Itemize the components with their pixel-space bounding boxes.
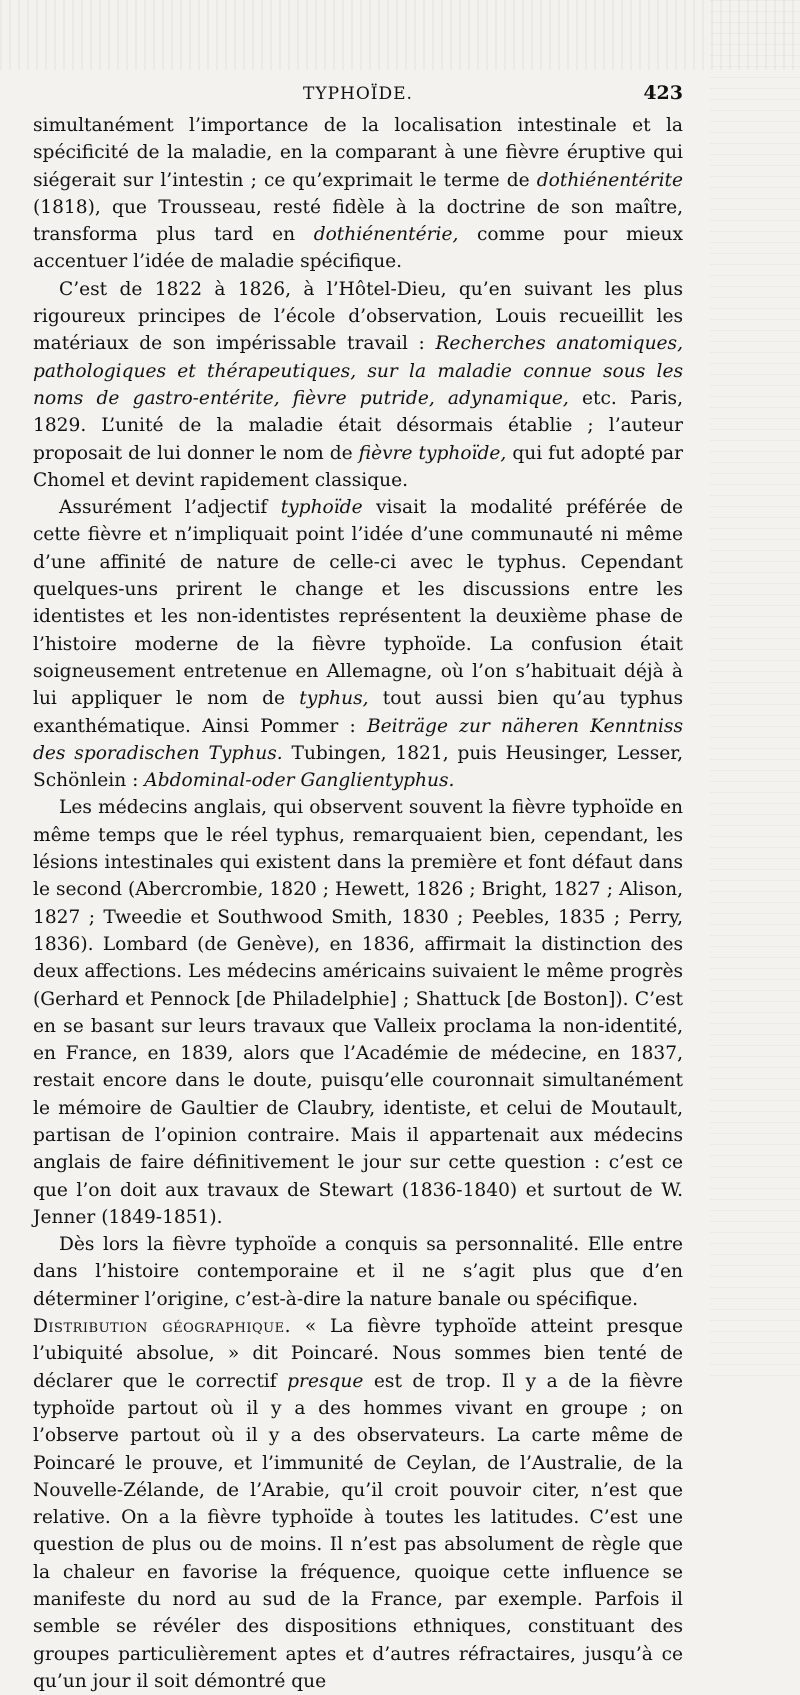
text-run: visait la modalité préférée de cette fièvre et n’impliquait point l’idée d’une communauté ni même d’une affinité de nature de celle-ci avec le typhus. Cependant quelques-uns prirent le change et les discussions entre les identistes et les non-identistes représentent la deuxième phase de l’histoire moderne de la fièvre typhoïde. La confusion était soigneusement entretenue en Allemagne, où l’on s’habituait déjà à lui appliquer le nom de: [33, 497, 683, 710]
italic-term: presque: [287, 1370, 364, 1392]
text-run: « La fièvre typhoïde atteint presque l’ubiquité absolue, » dit Poincaré. Nous sommes bien tenté de déclarer que le correctif: [33, 1316, 683, 1392]
paragraph-4: [33, 794, 683, 1231]
italic-title: Abdominal-oder Ganglientyphus.: [144, 770, 455, 792]
text-run: C’est de 1822 à 1826, à l’Hôtel-Dieu, qu’en suivant les plus rigoureux principes de l’école d’observation, Louis recueillit les matériaux de son impérissable travail :: [33, 278, 683, 355]
text-run: etc. Paris, 1829. L’unité de la maladie était désormais établie ; l’auteur proposait de lui donner le nom de: [33, 387, 683, 464]
italic-term: typhoïde: [280, 497, 363, 519]
body-text: [33, 112, 683, 1695]
paragraph-5: [33, 1231, 683, 1313]
text-run: Assurément l’adjectif: [59, 497, 281, 519]
paragraph-2: [33, 276, 683, 494]
text-run: qui fut adopté par Chomel et devint rapidement classique.: [33, 442, 683, 491]
text-run: est de trop. Il y a de la fièvre typhoïde partout où il y a des hommes vivant en groupe ; on l’observe partout où il y a des observateurs. La carte même de Poincaré le prouve, et l’immunité de Ceylan, de l’Australie, de la Nouvelle-Zélande, de l’Arabie, qu’il croit pouvoir citer, n’est que relative. On a la fièvre typhoïde à toutes les latitudes. C’est une question de plus ou de moins. Il n’est pas absolument de règle que la chaleur en favorise la fréquence, quoique cette influence se manifeste du nord au sud de la France, par exemple. Parfois il semble se révéler des dispositions ethniques, constituant des groupes particulièrement aptes et d’autres réfractaires, jusqu’à ce qu’un jour il soit démontré que: [33, 1370, 683, 1692]
text-run: Les médecins anglais, qui observent souvent la fièvre typhoïde en même temps que le réel typhus, remarquaient bien, cependant, les lésions intestinales qui existent dans la première et font défaut dans le second (Abercrombie, 1820 ; Hewett, 1826 ; Bright, 1827 ; Alison, 1827 ; Tweedie et Southwood Smith, 1830 ; Peebles, 1835 ; Perry, 1836). Lombard (de Genève), en 1836, affirmait la distinction des deux affections. Les médecins américains suivaient le même progrès (Gerhard et Pennock [de Philadelphie] ; Shattuck [de Boston]). C’est en se basant sur leurs travaux que Valleix proclama la non-identité, en France, en 1839, alors que l’Académie de médecine, en 1837, restait encore dans le doute, puisqu’elle couronnait simultanément le mémoire de Gaultier de Claubry, identiste, et celui de Moutault, partisan de l’opinion contraire. Mais il appartenait aux médecins anglais de faire définitivement le jour sur cette question : c’est ce que l’on doit aux travaux de Stewart (1836-1840) et surtout de W. Jenner (1849-1851).: [33, 797, 683, 1228]
running-head: [33, 80, 683, 106]
italic-title: Recherches anatomiques, pathologiques et thérapeutiques, sur la maladie connue sous les noms de gastro-entérite, fièvre putride, adynamique,: [33, 333, 683, 409]
text-run: Dès lors la fièvre typhoïde a conquis sa personnalité. Elle entre dans l’histoire contemporaine et il ne s’agit plus que d’en déterminer l’origine, c’est-à-dire la nature banale ou spécifique.: [33, 1234, 683, 1310]
text-run: Tubingen, 1821, puis Heusinger, Lesser, Schönlein :: [33, 742, 684, 792]
section-heading: Distribution géographique.: [33, 1316, 292, 1338]
page-edge-speckle-top: [0, 0, 800, 70]
text-run: (1818), que Trousseau, resté fidèle à la doctrine de son maître, transforma plus tard en: [33, 196, 683, 246]
text-run: simultanément l’importance de la localisation intestinale et la spécificité de la maladie, en la comparant à une fièvre éruptive qui siégerait sur l’intestin ; ce qu’exprimait le terme de: [33, 115, 683, 191]
italic-term: fièvre typhoïde,: [358, 442, 507, 464]
paragraph-3: [33, 494, 683, 794]
page-edge-speckle-right: [710, 0, 800, 1379]
text-run: tout aussi bien qu’au typhus exanthématique. Ainsi Pommer :: [33, 688, 683, 737]
paragraph-1: [33, 112, 683, 276]
text-run: comme pour mieux accentuer l’idée de maladie spécifique.: [33, 224, 684, 273]
italic-term: typhus,: [299, 688, 369, 710]
italic-term: dothiénentérie,: [313, 224, 459, 246]
running-title: TYPHOÏDE.: [303, 84, 413, 104]
page-number: 423: [643, 82, 683, 104]
italic-term: dothiénentérite: [536, 169, 683, 191]
paragraph-6: [33, 1313, 683, 1695]
italic-title: Beiträge zur näheren Kenntniss des sporadischen Typhus.: [33, 715, 683, 764]
